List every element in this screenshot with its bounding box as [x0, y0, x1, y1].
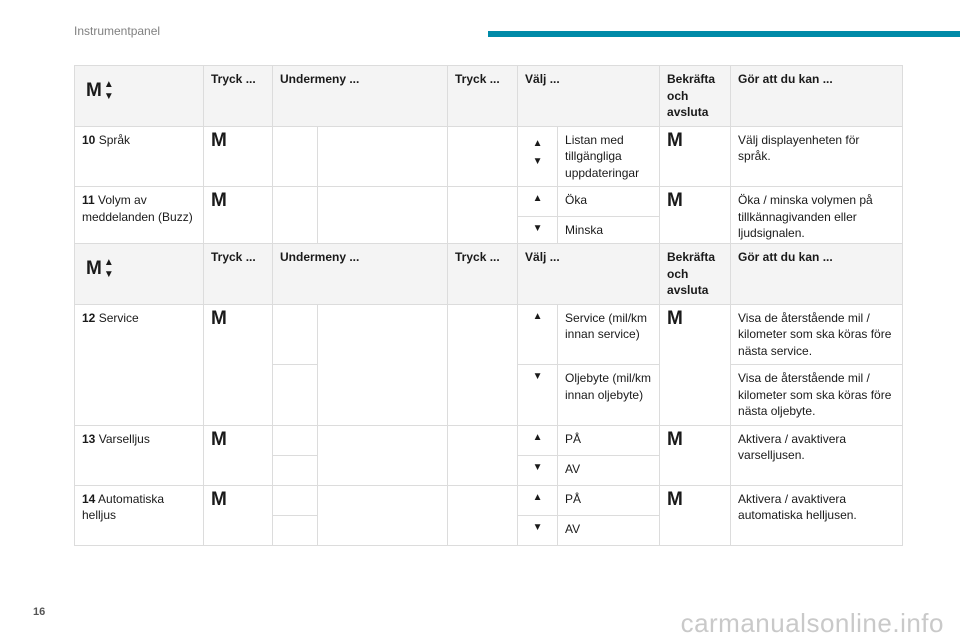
action-text: Visa de återstående mil / kilometer som ska köras före nästa oljebyte. [731, 365, 903, 426]
m-button-icon: M [86, 80, 102, 101]
col-header-submenu: Undermeny ... [273, 66, 448, 127]
col-header-confirm: Bekräfta och avsluta [660, 244, 731, 305]
arrow-cell [518, 515, 558, 545]
setting-label: 12 Service [75, 304, 204, 425]
arrow-up-icon: ▲ [532, 310, 543, 322]
m-button-icon: M [211, 428, 227, 450]
table-row [75, 187, 903, 217]
col-header-submenu: Undermeny ... [273, 244, 448, 305]
option-text: AV [558, 515, 660, 545]
press-m-cell [204, 485, 273, 545]
press-m-cell [204, 425, 273, 485]
col-header-press2: Tryck ... [448, 244, 518, 305]
controls-table-1 [74, 65, 903, 248]
arrow-down-icon: ▼ [532, 223, 543, 235]
m-arrows-header-icon [75, 66, 204, 127]
arrow-cell [518, 455, 558, 485]
m-button-icon: M [211, 129, 227, 151]
page-header-title: Instrumentpanel [74, 24, 161, 38]
confirm-m-cell [660, 425, 731, 485]
header-accent-bar [488, 31, 960, 37]
option-text: Service (mil/km innan service) [558, 304, 660, 365]
option-text: Oljebyte (mil/km innan oljebyte) [558, 365, 660, 426]
arrow-up-icon: ▲ [532, 137, 543, 149]
arrow-down-icon: ▼ [532, 155, 543, 167]
arrow-cell [518, 425, 558, 455]
arrow-cell [518, 187, 558, 217]
confirm-m-cell [660, 187, 731, 248]
option-text: Öka [558, 187, 660, 217]
arrow-up-icon: ▲ [532, 193, 543, 204]
option-text: PÅ [558, 485, 660, 515]
arrow-cell [518, 304, 558, 365]
arrow-up-icon: ▲ [103, 257, 114, 268]
action-text: Välj displayenheten för språk. [731, 126, 903, 187]
m-button-icon: M [211, 488, 227, 510]
col-header-select: Välj ... [518, 66, 660, 127]
confirm-m-cell [660, 304, 731, 425]
option-text: Listan med tillgängliga uppdateringar [558, 126, 660, 187]
m-button-icon: M [86, 258, 102, 279]
setting-label: 10 Språk [75, 126, 204, 187]
watermark: carmanualsonline.info [680, 608, 944, 638]
col-header-action: Gör att du kan ... [731, 66, 903, 127]
page-number: 16 [33, 606, 46, 618]
m-button-icon: M [667, 129, 683, 151]
option-text: AV [558, 455, 660, 485]
table-header-row [75, 244, 903, 305]
arrow-down-icon: ▼ [532, 371, 543, 382]
arrow-cell [518, 485, 558, 515]
col-header-press: Tryck ... [204, 66, 273, 127]
m-button-icon: M [211, 190, 227, 211]
table-row [75, 126, 903, 187]
m-button-icon: M [211, 307, 227, 329]
action-text: Aktivera / avaktivera automatiska helljusen. [731, 485, 903, 545]
setting-label: 11 Volym av meddelanden (Buzz) [75, 187, 204, 248]
setting-label: 14 Automatiska helljus [75, 485, 204, 545]
controls-table-2 [74, 243, 903, 546]
press-m-cell [204, 187, 273, 248]
arrow-down-icon: ▼ [532, 461, 543, 473]
arrow-cell [518, 365, 558, 426]
arrow-down-icon: ▼ [532, 521, 543, 533]
arrow-up-icon: ▲ [103, 79, 114, 90]
action-text: Visa de återstående mil / kilometer som ska köras före nästa service. [731, 304, 903, 365]
option-text: PÅ [558, 425, 660, 455]
arrow-down-icon: ▼ [103, 91, 114, 102]
confirm-m-cell [660, 126, 731, 187]
option-text: Minska [558, 217, 660, 247]
col-header-confirm: Bekräfta och avsluta [660, 66, 731, 127]
press-m-cell [204, 126, 273, 187]
col-header-press2: Tryck ... [448, 66, 518, 127]
table-header-row [75, 66, 903, 127]
m-button-icon: M [667, 488, 683, 510]
col-header-action: Gör att du kan ... [731, 244, 903, 305]
press-m-cell [204, 304, 273, 425]
setting-label: 13 Varselljus [75, 425, 204, 485]
table-row [75, 485, 903, 515]
table-row [75, 304, 903, 365]
arrow-up-icon: ▲ [532, 491, 543, 503]
table-row [75, 425, 903, 455]
col-header-select: Välj ... [518, 244, 660, 305]
m-button-icon: M [667, 428, 683, 450]
m-arrows-header-icon [75, 244, 204, 305]
arrow-down-icon: ▼ [103, 269, 114, 280]
m-button-icon: M [667, 190, 683, 211]
confirm-m-cell [660, 485, 731, 545]
action-text: Öka / minska volymen på tillkännagivanden eller ljudsignalen. [731, 187, 903, 248]
m-button-icon: M [667, 307, 683, 329]
arrow-cell [518, 126, 558, 187]
col-header-press: Tryck ... [204, 244, 273, 305]
action-text: Aktivera / avaktivera varselljusen. [731, 425, 903, 485]
arrow-up-icon: ▲ [532, 431, 543, 443]
